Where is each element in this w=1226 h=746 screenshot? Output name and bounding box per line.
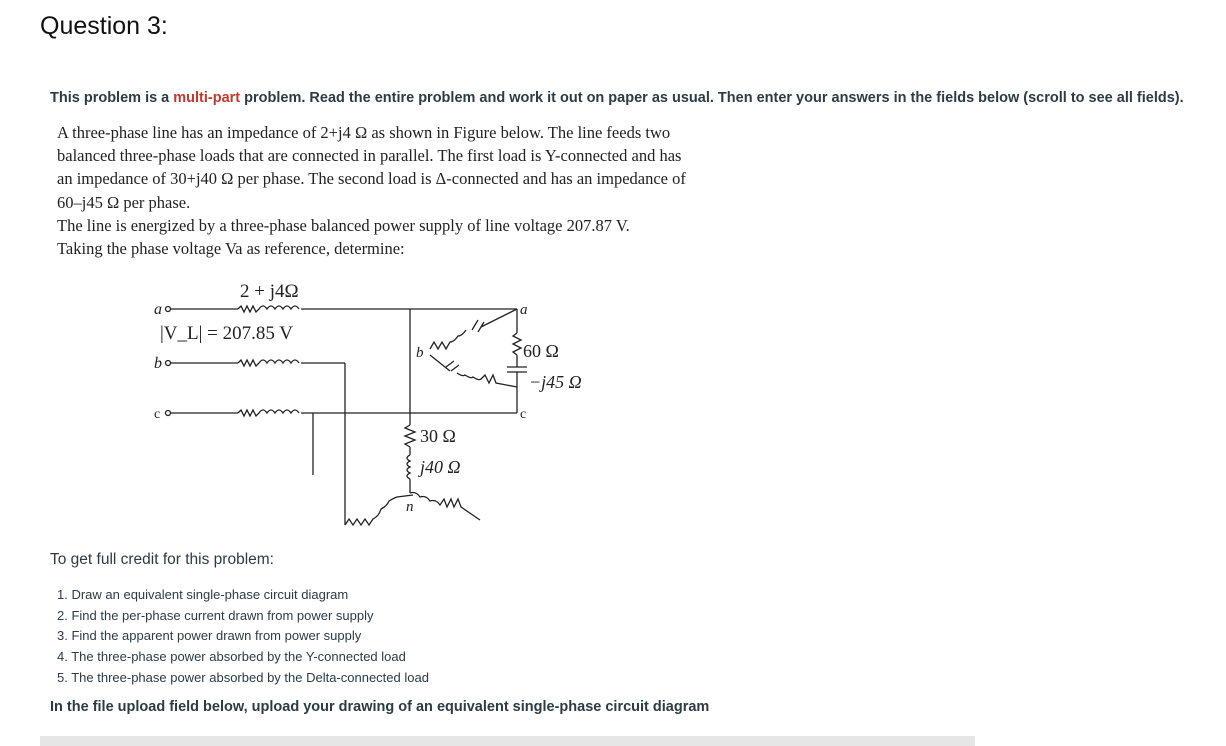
- terminal-a: [166, 307, 171, 312]
- neutral-label: n: [406, 499, 414, 515]
- circuit-figure: [140, 275, 620, 535]
- question-title: Question 3:: [40, 12, 168, 40]
- line-impedance-label: 2 + j4Ω: [240, 281, 299, 302]
- node-a-left: a: [154, 301, 162, 318]
- upload-instruction: In the file upload field below, upload your drawing of an equivalent single-phase circuit diagram: [50, 699, 710, 715]
- node-b-left: b: [154, 355, 162, 372]
- wye-impedance-c: [410, 493, 480, 521]
- wye-reactance-label: j40 Ω: [420, 457, 461, 477]
- node-c-delta: c: [520, 407, 527, 422]
- task-item: 4. The three-phase power absorbed by the Y-connected load: [57, 649, 406, 665]
- terminal-b: [166, 361, 171, 366]
- line-voltage-label: |V_L| = 207.85 V: [160, 323, 294, 344]
- task-item: 1. Draw an equivalent single-phase circuit diagram: [57, 587, 349, 602]
- wye-impedance-a: [405, 425, 415, 493]
- multi-part-highlight: multi-part: [173, 90, 241, 106]
- intro-text: [50, 90, 1184, 106]
- wye-impedance-b: [345, 495, 413, 525]
- node-c-left: c: [154, 407, 161, 422]
- delta-resistance-label: 60 Ω: [523, 341, 559, 361]
- wye-resistance-label: 30 Ω: [420, 426, 456, 446]
- task-item: 2. Find the per-phase current drawn from power supply: [57, 607, 374, 623]
- line-impedance-c: [238, 410, 299, 416]
- task-item: 3. Find the apparent power drawn from power supply: [57, 628, 362, 644]
- problem-paragraph-1: A three-phase line has an impedance of 2+j4 Ω as shown in Figure below. The line feeds two balanced three-phase loads that are connected in parallel. The first load is Y-connected and has an impedance of 30+j40 Ω per phase. The second load is Δ-connected and has an impedance of 60–j45 Ω per phase.: [57, 123, 686, 212]
- node-b-delta: b: [416, 345, 424, 361]
- node-a-delta: a: [520, 302, 528, 318]
- task-item: 5. The three-phase power absorbed by the Delta-connected load: [57, 669, 429, 685]
- problem-paragraph-2: The line is energized by a three-phase balanced power supply of line voltage 207.87 V.: [57, 215, 630, 235]
- intro-after: problem. Read the entire problem and work it out on paper as usual. Then enter your answers in the fields below (scroll to see all fields).: [240, 90, 1184, 106]
- problem-paragraph-3: Taking the phase voltage Va as reference, determine:: [57, 239, 405, 259]
- credit-heading: To get full credit for this problem:: [50, 551, 274, 568]
- delta-reactance-label: −j45 Ω: [529, 372, 582, 392]
- line-impedance-a: [238, 306, 299, 312]
- line-impedance-b: [238, 360, 299, 366]
- upload-field-edge[interactable]: [40, 736, 975, 746]
- problem-statement: [57, 121, 697, 260]
- delta-impedance-ab: [430, 309, 517, 349]
- delta-impedance-bc: [430, 355, 517, 387]
- intro-before: This problem is a: [50, 90, 174, 106]
- terminal-c: [166, 411, 171, 416]
- task-list: [57, 585, 429, 689]
